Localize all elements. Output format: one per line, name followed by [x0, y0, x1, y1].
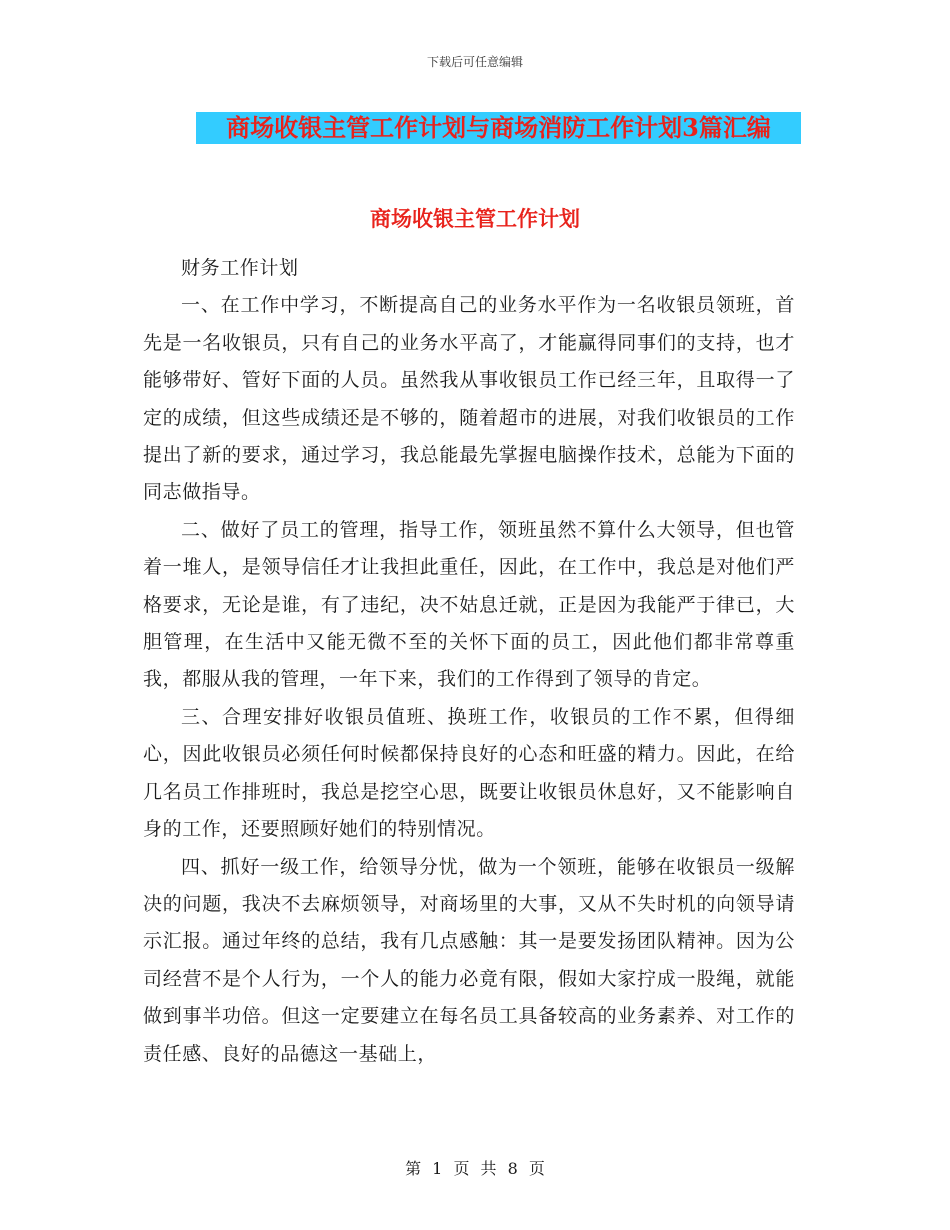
header-note: 下载后可任意编辑 — [426, 55, 523, 69]
document-body — [143, 250, 795, 1073]
main-title: 商场收银主管工作计划与商场消防工作计划3篇汇编 — [226, 113, 771, 142]
section-title: 商场收银主管工作计划 — [370, 206, 580, 231]
paragraph: 四、抓好一级工作，给领导分忧，做为一个领班，能够在收银员一级解决的问题，我决不去麻烦领导，对商场里的大事，又从不失时机的向领导请示汇报。通过年终的总结，我有几点感触：其一是要发扬团队精神。因为公司经营不是个人行为，一个人的能力必竟有限，假如大家拧成一股绳，就能做到事半功倍。但这一定要建立在每名员工具备较高的业务素养、对工作的责任感、良好的品德这一基础上， — [143, 855, 795, 1065]
paragraph: 二、做好了员工的管理，指导工作，领班虽然不算什么大领导，但也管着一堆人，是领导信任才让我担此重任，因此，在工作中，我总是对他们严格要求，无论是谁，有了违纪，决不姑息迁就，正是因为我能严于律已，大胆管理，在生活中又能无微不至的关怀下面的员工，因此他们都非常尊重我，都服从我的管理，一年下来，我们的工作得到了领导的肯定。 — [143, 518, 795, 691]
main-title-highlight — [196, 112, 801, 144]
paragraph: 一、在工作中学习，不断提高自己的业务水平作为一名收银员领班，首先是一名收银员，只有自己的业务水平高了，才能赢得同事们的支持，也才能够带好、管好下面的人员。虽然我从事收银员工作已经三年，且取得一了定的成绩，但这些成绩还是不够的，随着超市的进展，对我们收银员的工作提出了新的要求，通过学习，我总能最先掌握电脑操作技术，总能为下面的同志做指导。 — [143, 294, 795, 504]
paragraph: 三、合理安排好收银员值班、换班工作，收银员的工作不累，但得细心，因此收银员必须任何时候都保持良好的心态和旺盛的精力。因此，在给几名员工作排班时，我总是挖空心思，既要让收银员休息好，又不能影响自身的工作，还要照顾好她们的特别情况。 — [143, 705, 795, 841]
page-footer: 第 1 页 共 8 页 — [405, 1159, 545, 1178]
paragraph-heading: 财务工作计划 — [181, 257, 299, 279]
